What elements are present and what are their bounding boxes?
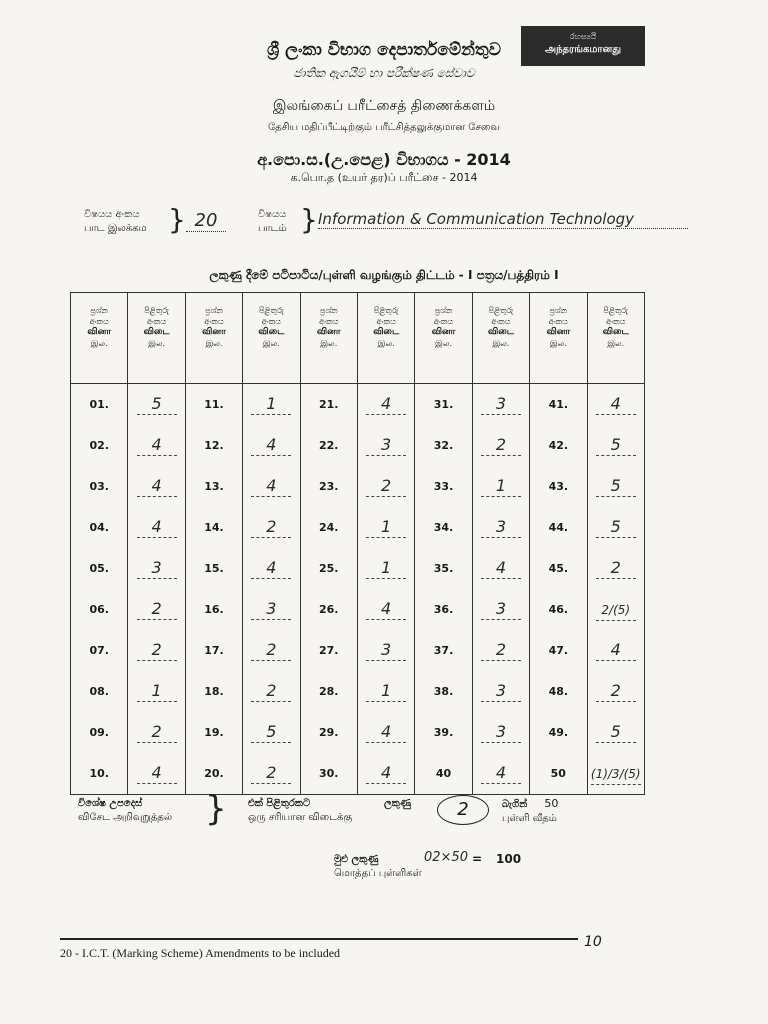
answer-cell — [472, 589, 529, 630]
question-number: 15. — [185, 548, 242, 589]
answer-value: 2 — [251, 640, 291, 661]
per-answer-label — [248, 797, 352, 825]
table-row — [71, 548, 645, 589]
rate-label-ta: புள்ளி வீதம் — [502, 813, 557, 824]
header-text: පිළිතුරු — [144, 306, 169, 315]
answer-cell — [357, 507, 414, 548]
header-text: අංකය — [606, 317, 626, 326]
subject-name-label — [258, 208, 287, 236]
table-header-row — [71, 293, 645, 384]
exam-title-ta: க.பொ.த (உயர் தர)ப் பரீட்சை - 2014 — [290, 171, 478, 184]
header-text: ප්‍රශ්න — [549, 306, 568, 315]
answer-value: 4 — [251, 435, 291, 456]
question-number: 22. — [300, 425, 357, 466]
question-number: 11. — [185, 384, 242, 426]
answer-cell — [128, 384, 185, 426]
header-question-no — [530, 293, 587, 384]
answer-cell — [243, 671, 300, 712]
question-number: 06. — [71, 589, 128, 630]
header-text: ප්‍රශ්න — [205, 306, 223, 315]
subject-name-label-si: විෂයය — [258, 209, 287, 220]
question-number: 48. — [530, 671, 587, 712]
question-number: 16. — [185, 589, 242, 630]
answer-cell — [128, 466, 185, 507]
answer-cell — [587, 630, 644, 671]
answer-value: 2 — [481, 640, 521, 661]
question-number: 43. — [530, 466, 587, 507]
answer-cell — [243, 589, 300, 630]
table-row — [71, 384, 645, 426]
question-number: 12. — [185, 425, 242, 466]
header-text: வினா — [87, 327, 112, 337]
answer-cell — [472, 712, 529, 753]
subject-code-value: 20 — [186, 210, 226, 232]
rate-label-si: බැගින් — [502, 799, 528, 810]
answer-cell — [472, 466, 529, 507]
header-text: ප්‍රශ්න — [90, 306, 109, 315]
subject-code-label-si: විෂයය අංකය — [84, 209, 140, 220]
answer-value: 4 — [366, 763, 406, 784]
per-answer-ta: ஒரு சரியான விடைக்கு — [248, 812, 353, 823]
answer-value: 1 — [366, 517, 406, 538]
answer-value: 5 — [137, 394, 177, 415]
question-number: 30. — [300, 753, 357, 795]
answer-cell — [357, 425, 414, 466]
total-equals: = — [472, 852, 483, 866]
question-number: 26. — [300, 589, 357, 630]
answer-value: 2 — [251, 517, 291, 538]
table-row — [71, 466, 645, 507]
answer-cell — [357, 384, 414, 426]
answer-cell — [357, 630, 414, 671]
header-text: வினா — [316, 327, 341, 337]
marks-label-si: ලකුණු — [384, 798, 411, 809]
answer-value: 2 — [366, 476, 406, 497]
question-number: 01. — [71, 384, 128, 426]
question-number: 24. — [300, 507, 357, 548]
header-answer-no — [243, 293, 300, 384]
question-number: 41. — [530, 384, 587, 426]
header-text: இல. — [607, 339, 625, 348]
table-row — [71, 630, 645, 671]
answer-cell — [357, 466, 414, 507]
answer-cell — [472, 753, 529, 795]
question-number: 05. — [71, 548, 128, 589]
question-number: 49. — [530, 712, 587, 753]
answer-value: 3 — [481, 599, 521, 620]
question-number: 21. — [300, 384, 357, 426]
answer-cell — [587, 507, 644, 548]
question-number: 09. — [71, 712, 128, 753]
question-number: 19. — [185, 712, 242, 753]
answer-value: 5 — [596, 517, 636, 538]
header-text: පිළිතුරු — [488, 306, 514, 315]
answer-value: 4 — [596, 640, 636, 661]
marking-scheme-title: ලකුණු දීමේ පටිපාටිය/புள்ளி வழங்கும் திட்டம் - I පත්‍රය/பத்திரம் I — [209, 268, 559, 282]
question-number: 14. — [185, 507, 242, 548]
header-text: පිළිතුරු — [603, 306, 629, 315]
header-text: இல. — [377, 339, 395, 348]
answer-cell — [243, 466, 300, 507]
answer-value: 5 — [596, 476, 636, 497]
answer-cell — [472, 548, 529, 589]
header-answer-no — [128, 293, 185, 384]
header-text: අංකය — [261, 317, 281, 326]
answer-cell — [243, 712, 300, 753]
answer-cell — [472, 384, 529, 426]
answer-cell — [357, 548, 414, 589]
answer-cell — [243, 507, 300, 548]
answer-cell — [128, 507, 185, 548]
answer-cell — [243, 384, 300, 426]
instructions-label — [78, 797, 172, 825]
question-number: 50 — [530, 753, 587, 795]
instructions-label-si: විශේෂ උපදෙස් — [78, 798, 143, 809]
subject-code-label — [84, 208, 147, 236]
header-text: இல. — [205, 339, 223, 348]
question-number: 20. — [185, 753, 242, 795]
answer-value: 4 — [251, 476, 291, 497]
answer-value: 1 — [366, 558, 406, 579]
dept-name-si: ශ්‍රී ලංකා විභාග දෙපාර්තමේන්තුව — [267, 40, 501, 60]
badge-line-ta: அந்தரங்கமானது — [544, 44, 621, 55]
answer-table — [70, 292, 645, 795]
total-label-si: මුළු ලකුණු — [334, 854, 379, 865]
question-number: 17. — [185, 630, 242, 671]
question-number: 13. — [185, 466, 242, 507]
question-number: 45. — [530, 548, 587, 589]
service-name-si: ජාතික ඇගයීම් හා පරීක්ෂණ සේවාව — [293, 66, 475, 80]
answer-cell — [243, 630, 300, 671]
answer-cell — [128, 753, 185, 795]
total-calc: 02×50 — [424, 850, 468, 865]
header-answer-no — [357, 293, 414, 384]
header-text: இல. — [262, 339, 280, 348]
answer-cell — [472, 507, 529, 548]
answer-cell — [128, 425, 185, 466]
answer-cell — [472, 630, 529, 671]
subject-code-label-ta: பாட இலக்கம — [84, 223, 147, 234]
answer-value: 2 — [137, 640, 177, 661]
answer-value: 4 — [366, 599, 406, 620]
table-row — [71, 753, 645, 795]
answer-cell — [587, 548, 644, 589]
rate-value: 50 — [544, 797, 559, 810]
question-number: 46. — [530, 589, 587, 630]
footer-rule — [60, 938, 578, 940]
service-name-ta: தேசிய மதிப்பீட்டிற்கும் பரீட்சித்தலுக்குமான சேவை — [268, 122, 500, 133]
total-label — [334, 853, 422, 881]
answer-value: 4 — [596, 394, 636, 415]
answer-value: 2 — [596, 681, 636, 702]
answer-cell — [472, 671, 529, 712]
question-number: 07. — [71, 630, 128, 671]
page-number: 10 — [584, 934, 602, 950]
answer-value: 4 — [481, 558, 521, 579]
answer-value: 4 — [137, 517, 177, 538]
answer-cell — [243, 753, 300, 795]
header-text: අංකය — [548, 317, 568, 326]
answer-value: 1 — [137, 681, 177, 702]
answer-cell — [128, 712, 185, 753]
answer-cell — [128, 671, 185, 712]
answer-value: 3 — [481, 681, 521, 702]
header-question-no — [415, 293, 472, 384]
answer-value: 2 — [596, 558, 636, 579]
header-text: අංකය — [376, 317, 396, 326]
header-text: පිළිතුරු — [259, 306, 284, 315]
per-answer-si: එක් පිළිතුරකට — [248, 798, 311, 809]
table-row — [71, 712, 645, 753]
answer-value: 2 — [251, 763, 291, 784]
answer-value: 2/(5) — [596, 600, 636, 621]
question-number: 25. — [300, 548, 357, 589]
answer-value: 3 — [366, 640, 406, 661]
subject-name-label-ta: பாடம் — [258, 223, 287, 234]
question-number: 35. — [415, 548, 472, 589]
header-text: අංකය — [89, 317, 109, 326]
answer-value: 4 — [366, 722, 406, 743]
header-question-no — [71, 293, 128, 384]
question-number: 02. — [71, 425, 128, 466]
answer-value: 2 — [137, 722, 177, 743]
total-label-ta: மொத்தப் புள்ளிகள் — [334, 868, 422, 879]
question-number: 44. — [530, 507, 587, 548]
answer-value: 4 — [137, 435, 177, 456]
question-number: 39. — [415, 712, 472, 753]
table-row — [71, 671, 645, 712]
header-text: இல. — [90, 339, 108, 348]
answer-cell — [128, 548, 185, 589]
marks-per-answer-value: 2 — [437, 795, 489, 825]
question-number: 37. — [415, 630, 472, 671]
question-number: 31. — [415, 384, 472, 426]
header-question-no — [300, 293, 357, 384]
header-answer-no — [472, 293, 529, 384]
badge-line-si: රහස්‍යයි — [569, 32, 597, 41]
answer-value: 4 — [137, 476, 177, 497]
header-text: விடை — [373, 327, 400, 337]
question-number: 42. — [530, 425, 587, 466]
answer-cell — [243, 548, 300, 589]
answer-cell — [587, 671, 644, 712]
table-body — [71, 384, 645, 795]
answer-value: 2 — [137, 599, 177, 620]
question-number: 33. — [415, 466, 472, 507]
answer-cell — [128, 630, 185, 671]
header-text: අංකය — [146, 317, 167, 326]
question-number: 32. — [415, 425, 472, 466]
dept-name-ta: இலங்கைப் பரீட்சைத் திணைக்களம் — [272, 98, 496, 114]
answer-cell — [243, 425, 300, 466]
question-number: 28. — [300, 671, 357, 712]
answer-value: 4 — [366, 394, 406, 415]
question-number: 04. — [71, 507, 128, 548]
answer-value: 3 — [137, 558, 177, 579]
header-question-no — [185, 293, 242, 384]
question-number: 34. — [415, 507, 472, 548]
header-text: இல. — [148, 339, 166, 348]
answer-value: 3 — [481, 722, 521, 743]
instructions-label-ta: விசேட அறிவுறுத்தல் — [78, 812, 173, 823]
answer-cell — [587, 384, 644, 426]
answer-cell — [357, 589, 414, 630]
answer-value: (1)/3/(5) — [591, 764, 641, 785]
subject-name-value: Information & Communication Technology — [318, 210, 688, 229]
header-answer-no — [587, 293, 644, 384]
question-number: 23. — [300, 466, 357, 507]
table-row — [71, 507, 645, 548]
question-number: 10. — [71, 753, 128, 795]
total-value: 100 — [496, 852, 522, 866]
exam-title-si: අ.පො.ස.(උ.පෙළ) විභාගය - 2014 — [257, 150, 511, 169]
question-number: 08. — [71, 671, 128, 712]
question-number: 38. — [415, 671, 472, 712]
header-text: விடை — [143, 327, 170, 337]
brace-name: } — [300, 203, 318, 236]
answer-cell — [128, 589, 185, 630]
header-text: இல. — [492, 339, 510, 348]
answer-cell — [357, 671, 414, 712]
header-text: අංකය — [319, 317, 339, 326]
header-text: ප්‍රශ්න — [319, 306, 338, 315]
header-text: விடை — [602, 327, 629, 337]
question-number: 03. — [71, 466, 128, 507]
answer-value: 5 — [596, 435, 636, 456]
answer-cell — [587, 425, 644, 466]
brace-instructions: } — [205, 789, 227, 829]
header-text: விடை — [487, 327, 514, 337]
answer-cell — [357, 753, 414, 795]
rate-block — [502, 797, 558, 826]
question-number: 36. — [415, 589, 472, 630]
header-text: අංකය — [433, 317, 454, 326]
answer-value: 1 — [481, 476, 521, 497]
table-row — [71, 425, 645, 466]
header-text: வினா — [202, 327, 226, 337]
table-row — [71, 589, 645, 630]
footer-text: 20 - I.C.T. (Marking Scheme) Amendments to be included — [60, 946, 341, 960]
answer-cell — [357, 712, 414, 753]
answer-value: 2 — [481, 435, 521, 456]
answer-value: 4 — [137, 763, 177, 784]
header-text: පිළිතුරු — [373, 306, 399, 315]
question-number: 47. — [530, 630, 587, 671]
question-number: 18. — [185, 671, 242, 712]
answer-value: 2 — [251, 681, 291, 702]
header-text: இல. — [320, 339, 338, 348]
answer-cell — [472, 425, 529, 466]
answer-value: 3 — [481, 517, 521, 538]
brace-code: } — [168, 203, 186, 236]
answer-value: 1 — [251, 394, 291, 415]
header-text: இல. — [549, 339, 567, 348]
header-text: வினா — [546, 327, 571, 337]
answer-value: 3 — [481, 394, 521, 415]
header-text: අංකය — [204, 317, 224, 326]
answer-cell — [587, 466, 644, 507]
answer-value: 3 — [366, 435, 406, 456]
header-text: අංකය — [491, 317, 511, 326]
answer-cell — [587, 712, 644, 753]
answer-cell — [587, 589, 644, 630]
question-number: 27. — [300, 630, 357, 671]
answer-cell — [587, 753, 644, 795]
header-text: ප්‍රශ්න — [434, 306, 453, 315]
header-text: வினா — [431, 327, 456, 337]
question-number: 29. — [300, 712, 357, 753]
answer-value: 4 — [481, 763, 521, 784]
header-text: இல. — [435, 339, 453, 348]
answer-value: 4 — [251, 558, 291, 579]
answer-value: 5 — [251, 722, 291, 743]
answer-value: 5 — [596, 722, 636, 743]
header-text: விடை — [258, 327, 285, 337]
question-number: 40 — [415, 753, 472, 795]
answer-value: 3 — [251, 599, 291, 620]
answer-value: 1 — [366, 681, 406, 702]
